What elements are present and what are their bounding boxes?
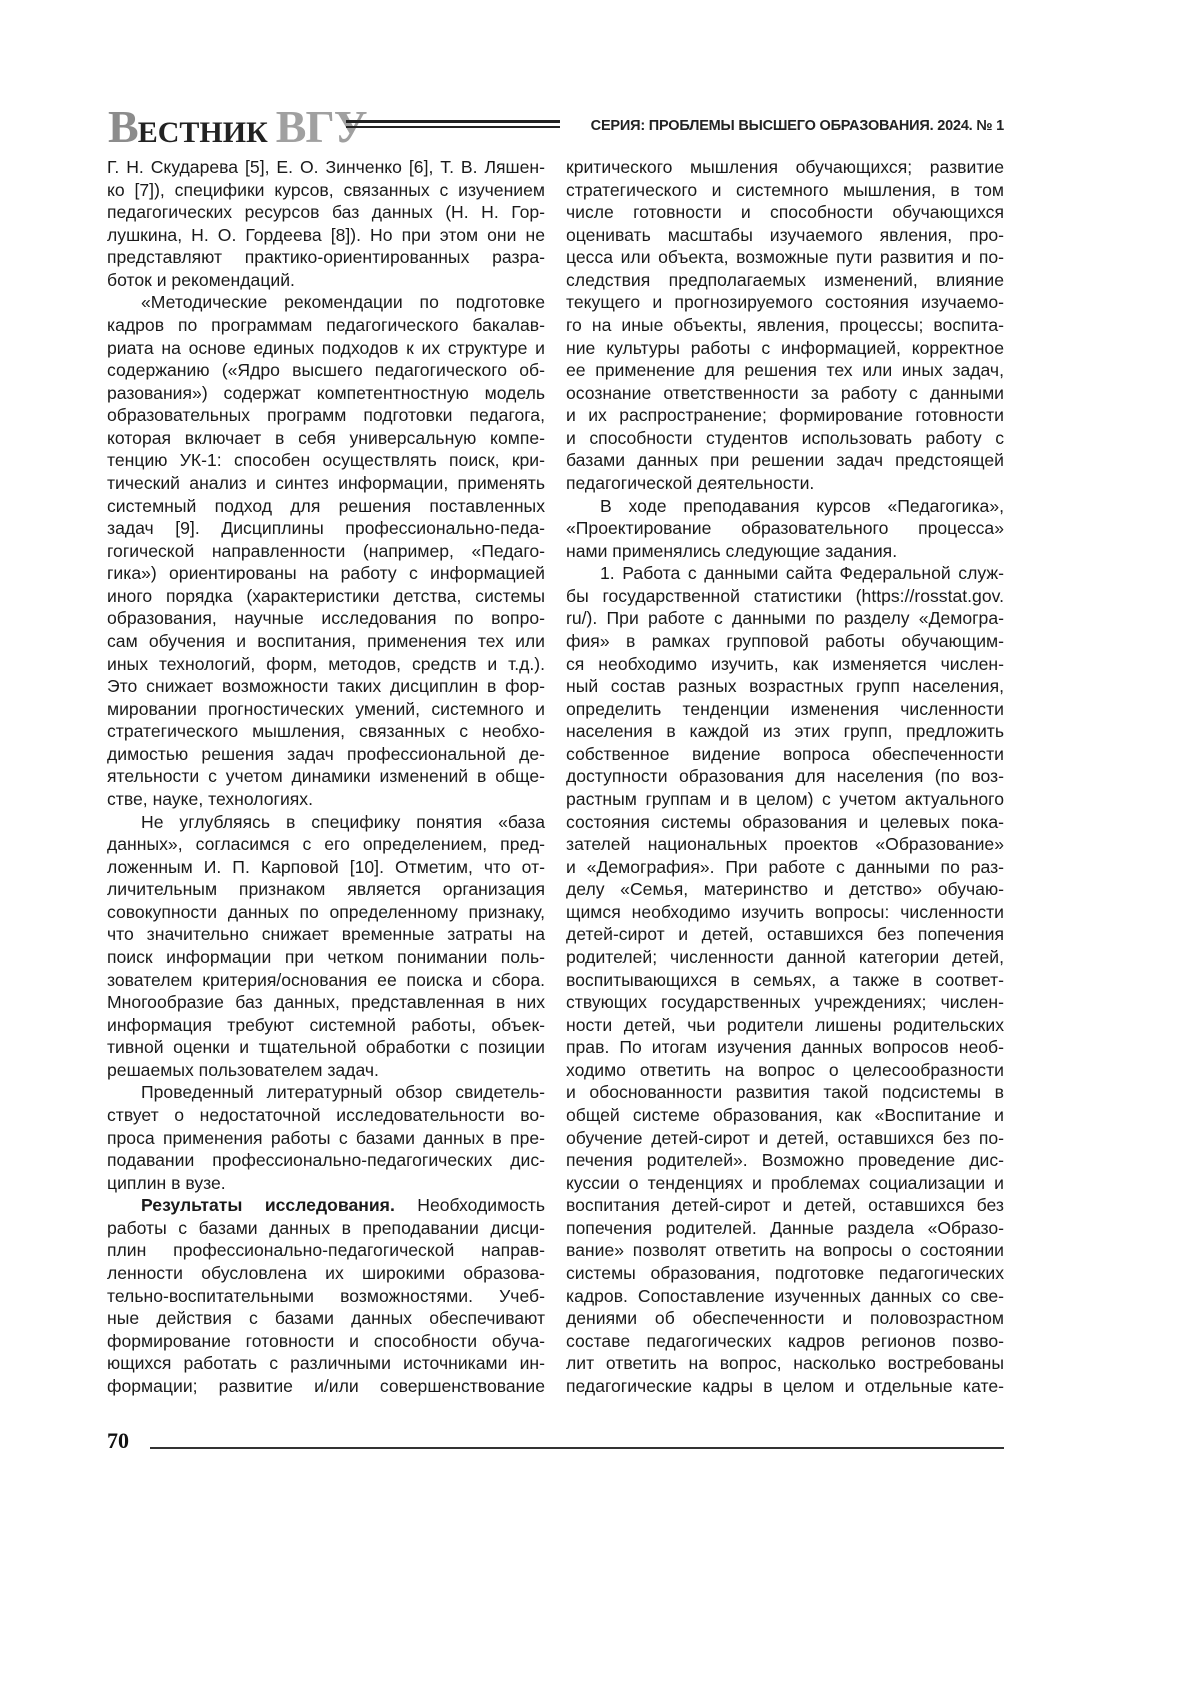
line-text: ствующих государственных учреждениях; числен- [566,992,1004,1012]
text-line [107,765,545,787]
text-line [566,1036,1004,1058]
text-line [566,156,1004,178]
text-line [566,1330,1004,1352]
line-text: стратегического и системного мышления, в том [566,180,1004,200]
line-text: воспитания детей-сирот и детей, оставшихся без [566,1195,1004,1215]
text-line [566,946,1004,968]
text-line [107,540,545,562]
text-line [566,337,1004,359]
line-text: ные действия с базами данных обеспечивают [107,1308,545,1328]
text-line [566,788,1004,810]
text-line [566,269,1004,291]
text-line [566,675,1004,697]
text-line [566,1149,1004,1171]
text-line [566,1262,1004,1284]
line-text: разования») содержат компетентностную модель [107,383,545,403]
line-text: задач [9]. Дисциплины профессионально-педа- [107,518,545,538]
text-line [107,562,545,584]
text-line [566,517,1004,539]
line-text: иного порядка (характеристики детства, системы [107,586,545,606]
text-line [107,607,545,629]
line-text: циплин в вузе. [107,1173,226,1193]
line-text: текущего и прогнозируемого состояния изучаемо- [566,292,1004,312]
line-text: составе педагогических кадров регионов позво- [566,1331,1004,1351]
line-text: детей-сирот и детей, оставшихся без попечения [566,924,1004,944]
text-line [566,743,1004,765]
text-line [566,1307,1004,1329]
line-text: иных технологий, форм, методов, средств и т.д.). [107,654,545,674]
line-text: ко [7]), специфики курсов, связанных с изучением [107,180,545,200]
text-line [107,495,545,517]
line-text: риата на основе единых подходов к их структуре и [107,338,545,358]
text-line [107,1081,545,1103]
text-line [107,1059,545,1081]
text-line [566,901,1004,923]
line-text: димостью решения задач профессиональной де- [107,744,545,764]
line-text: Не углубляясь в специфику понятия «база [141,812,545,832]
section-heading: Результаты исследования. [141,1195,395,1215]
text-line [566,1172,1004,1194]
line-text: ся необходимо изучить, как изменяется числен- [566,654,1004,674]
line-text: кадров по программам педагогического бакалав- [107,315,545,335]
line-text: стве, науке, технологиях. [107,789,313,809]
text-line [107,946,545,968]
line-text: «Проектирование образовательного процесса» [566,518,1004,538]
text-line [107,856,545,878]
journal-logo [108,100,367,142]
line-text: совокупности данных по определенному признаку, [107,902,545,922]
text-line [566,224,1004,246]
line-text: боток и рекомендаций. [107,270,295,290]
text-line [566,1352,1004,1374]
text-line [107,1172,545,1194]
text-line [107,246,545,268]
text-line [566,449,1004,471]
line-text: ние культуры работы с информацией, корректное [566,338,1004,358]
line-text: го на иные объекты, явления, процессы; воспита- [566,315,1004,335]
text-line [107,991,545,1013]
line-text: печения родителей». Возможно проведение дис- [566,1150,1004,1170]
logo-abbr: ВГУ [276,101,367,152]
line-text: сам обучения и воспитания, применения тех или [107,631,545,651]
text-line [107,1014,545,1036]
line-text: тельно-воспитательными возможностями. Учеб- [107,1286,545,1306]
footer-rule [150,1447,1004,1449]
text-line [566,653,1004,675]
page-number: 70 [107,1428,129,1454]
text-line [107,269,545,291]
line-text: ленности обусловлена их широкими образова- [107,1263,545,1283]
line-text: критического мышления обучающихся; развитие [566,157,1004,177]
line-text: кадров. Сопоставление изученных данных со све- [566,1286,1004,1306]
text-line [566,1081,1004,1103]
text-line [107,788,545,810]
text-line [566,1059,1004,1081]
text-line [107,653,545,675]
line-text: зователем критерия/основания ее поиска и сбора. [107,970,545,990]
text-line [566,495,1004,517]
line-text: доступности образования для населения (по воз- [566,766,1004,786]
line-text: гика») ориентированы на работу с информацией [107,563,545,583]
line-text: информация требуют системной работы, объек- [107,1015,545,1035]
line-text: 1. Работа с данными сайта Федеральной служ- [600,563,1004,583]
logo-rest: ЕСТНИК [138,116,268,149]
line-text: растным группам и в целом) с учетом актуального [566,789,1004,809]
text-line [107,811,545,833]
line-text: представляют практико-ориентированных разра- [107,247,545,267]
line-text: дениями об обеспеченности и половозрастном [566,1308,1004,1328]
line-text: тический анализ и синтез информации, применять [107,473,545,493]
text-line [566,359,1004,381]
text-line [107,1194,545,1216]
text-line [107,675,545,697]
line-text: родителей; численности данной категории детей, [566,947,1004,967]
text-line [107,1375,545,1397]
line-text: Проведенный литературный обзор свидетель- [141,1082,545,1102]
line-text: системы образования, подготовке педагогических [566,1263,1004,1283]
text-line [566,314,1004,336]
text-line [107,449,545,471]
text-line [566,562,1004,584]
text-line [107,382,545,404]
line-text: осознание ответственности за работу с данными [566,383,1004,403]
text-line [566,585,1004,607]
line-text: прав. По итогам изучения данных вопросов необ- [566,1037,1004,1057]
text-line [107,1285,545,1307]
line-text: В ходе преподавания курсов «Педагогика», [600,496,1004,516]
text-line [107,337,545,359]
line-text: щимся необходимо изучить вопросы: численности [566,902,1004,922]
line-text: попечения родителей. Данные раздела «Образо- [566,1218,1004,1238]
text-line [566,991,1004,1013]
series-title: СЕРИЯ: ПРОБЛЕМЫ ВЫСШЕГО ОБРАЗОВАНИЯ. 2024. № 1 [580,118,1004,134]
line-text: и «Демография». При работе с данными по раз- [566,857,1004,877]
line-text: ятельности с учетом динамики изменений в обще- [107,766,545,786]
text-line [107,359,545,381]
line-text: общей системе образования, как «Воспитание и [566,1105,1004,1125]
line-text: образования, научные исследования по вопро- [107,608,545,628]
text-line [566,720,1004,742]
text-line [107,833,545,855]
line-text: Многообразие баз данных, представленная в них [107,992,545,1012]
line-text: делу «Семья, материнство и детство» обучаю- [566,879,1004,899]
header-rule-thick [346,120,560,123]
line-text: ности детей, чьи родители лишены родительских [566,1015,1004,1035]
line-text: числе готовности и способности обучающихся [566,202,1004,222]
line-text: лушкина, Н. О. Гордеева [8]). Но при этом они не [107,225,545,245]
line-text: Необходимость [395,1195,545,1215]
text-line [566,765,1004,787]
line-text: стратегического мышления, связанных с необхо- [107,721,545,741]
line-text: работы с базами данных в преподавании дисци- [107,1218,545,1238]
line-text: педагогической деятельности. [566,473,814,493]
logo-initial: В [108,101,138,152]
text-line [566,1239,1004,1261]
text-line [107,427,545,449]
text-line [107,878,545,900]
text-line [566,1285,1004,1307]
text-line [566,179,1004,201]
line-text: плин профессионально-педагогической направ- [107,1240,545,1260]
line-text: базами данных при решении задач предстоящей [566,450,1004,470]
text-line [107,1307,545,1329]
text-line [107,743,545,765]
line-text: тенцию УК-1: способен осуществлять поиск, кри- [107,450,545,470]
text-line [107,720,545,742]
line-text: решаемых пользователем задач. [107,1060,379,1080]
line-text: состояния системы образования и целевых пока- [566,812,1004,832]
text-line [566,1217,1004,1239]
line-text: проса применения работы с базами данных в пре- [107,1128,545,1148]
line-text: оценивать масштабы изучаемого явления, про- [566,225,1004,245]
text-line [566,923,1004,945]
text-line [566,291,1004,313]
text-line [107,1104,545,1126]
line-text: которая включает в себя универсальную компе- [107,428,545,448]
text-line [107,201,545,223]
text-line [566,607,1004,629]
line-text: и обоснованности развития такой подсистемы в [566,1082,1004,1102]
line-text: Это снижает возможности таких дисциплин в фор- [107,676,545,696]
line-text: бы государственной статистики (https://rosstat.gov. [566,586,1004,606]
header-rule-thin [346,126,560,128]
text-line [566,201,1004,223]
text-line [566,698,1004,720]
text-line [566,404,1004,426]
line-text: данных», согласимся с его определением, пред- [107,834,545,854]
line-text: ющихся работать с различными источниками ин- [107,1353,545,1373]
text-line [566,427,1004,449]
line-text: педагогические кадры в целом и отдельные кате- [566,1376,1004,1396]
text-line [107,314,545,336]
line-text: формирование готовности и способности обуча- [107,1331,545,1351]
line-text: ствует о недостаточной исследовательности во- [107,1105,545,1125]
text-line [107,1239,545,1261]
text-line [566,856,1004,878]
text-line [107,923,545,945]
line-text: и способности студентов использовать работу с [566,428,1004,448]
line-text: педагогических ресурсов баз данных (Н. Н. Гор- [107,202,545,222]
line-text: лит ответить на вопрос, насколько востребованы [566,1353,1004,1373]
text-line [107,901,545,923]
line-text: образовательных программ подготовки педагога, [107,405,545,425]
text-line [566,969,1004,991]
line-text: ее применение для решения тех или иных задач, [566,360,1004,380]
line-text: формации; развитие и/или совершенствование [107,1376,545,1396]
line-text: ный состав разных возрастных групп населения, [566,676,1004,696]
text-line [107,1352,545,1374]
text-line [107,291,545,313]
text-line [566,1104,1004,1126]
text-line [107,969,545,991]
line-text: тивной оценки и тщательной обработки с позиции [107,1037,545,1057]
text-line [566,246,1004,268]
line-text: обучение детей-сирот и детей, оставшихся без по- [566,1128,1004,1148]
text-line [566,1014,1004,1036]
line-text: собственное видение вопроса обеспеченности [566,744,1004,764]
line-text: куссии о тенденциях и проблемах социализации и [566,1173,1004,1193]
text-line [566,1375,1004,1397]
line-text: воспитывающихся в семьях, а также в соответ- [566,970,1004,990]
line-text: определить тенденции изменения численности [566,699,1004,719]
line-text: ru/). При работе с данными по разделу «Демогра- [566,608,1004,628]
text-line [566,540,1004,562]
line-text: цесса или объекта, возможные пути развития и по- [566,247,1004,267]
line-text: и их распространение; формирование готовности [566,405,1004,425]
line-text: фия» в рамках групповой работы обучающим- [566,631,1004,651]
text-line [107,1036,545,1058]
line-text: гогической направленности (например, «Педаго- [107,541,545,561]
text-line [107,179,545,201]
text-line [566,1127,1004,1149]
text-line [107,517,545,539]
text-line [566,811,1004,833]
text-line [566,472,1004,494]
text-line [107,630,545,652]
line-text: ложенным И. П. Карповой [10]. Отметим, что от- [107,857,545,877]
line-text: нами применялись следующие задания. [566,541,897,561]
text-line [107,1262,545,1284]
text-line [107,1149,545,1171]
line-text: содержанию («Ядро высшего педагогического об- [107,360,545,380]
line-text: «Методические рекомендации по подготовке [141,292,545,312]
text-line [566,833,1004,855]
text-line [107,224,545,246]
line-text: личительным признаком является организация [107,879,545,899]
line-text: поиск информации при четком понимании поль- [107,947,545,967]
line-text: системный подход для решения поставленных [107,496,545,516]
line-text: мировании прогностических умений, системного и [107,699,545,719]
line-text: следствия предполагаемых изменений, влияние [566,270,1004,290]
line-text: подавании профессионально-педагогических дис- [107,1150,545,1170]
line-text: Г. Н. Скударева [5], Е. О. Зинченко [6], Т. В. Ляшен- [107,157,545,177]
text-line [107,1127,545,1149]
text-line [107,1217,545,1239]
text-line [107,585,545,607]
text-line [107,156,545,178]
line-text: вание» позволят ответить на вопросы о состоянии [566,1240,1004,1260]
text-line [107,698,545,720]
line-text: что значительно снижает временные затраты на [107,924,545,944]
text-line [107,1330,545,1352]
text-line [566,1194,1004,1216]
line-text: ходимо ответить на вопрос о целесообразности [566,1060,1004,1080]
text-line [107,404,545,426]
text-line [566,382,1004,404]
line-text: населения в каждой из этих групп, предложить [566,721,1004,741]
text-line [566,630,1004,652]
line-text: зателей национальных проектов «Образование» [566,834,1004,854]
text-line [566,878,1004,900]
text-line [107,472,545,494]
